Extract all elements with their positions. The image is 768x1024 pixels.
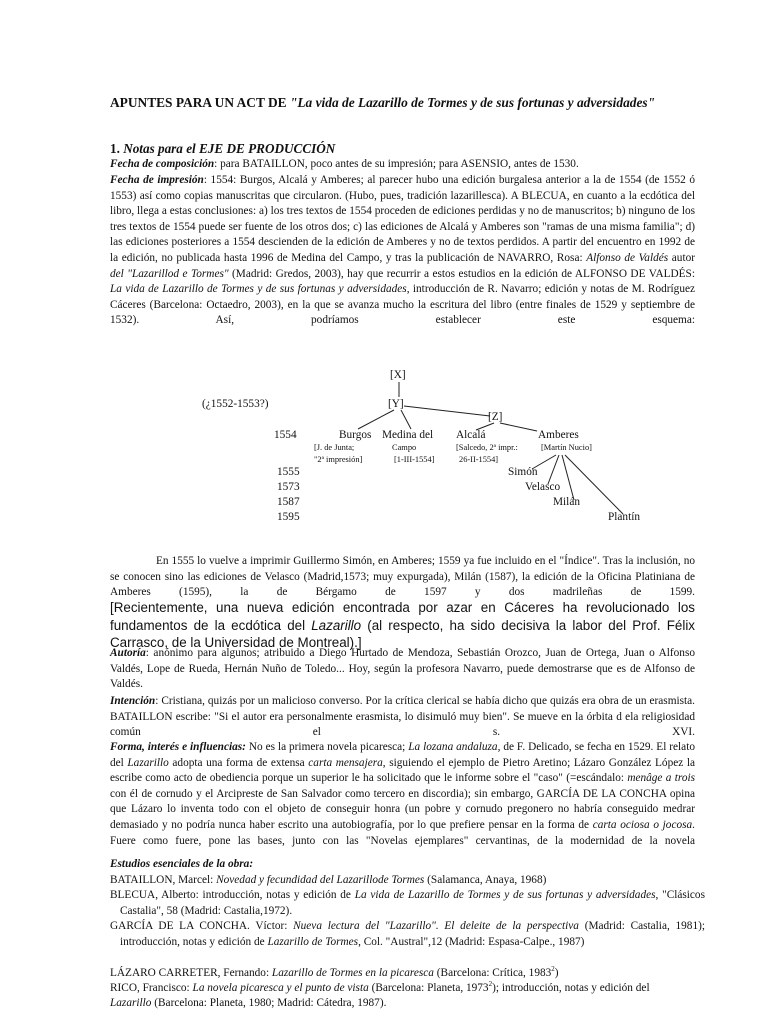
stemma-year-1587: 1587 bbox=[277, 496, 300, 508]
line-y-burgos bbox=[358, 410, 394, 429]
stemma-note-alcala-2: 26-II-1554] bbox=[459, 455, 499, 464]
section-heading: 1. Notas para el EJE DE PRODUCCIÓN bbox=[110, 141, 336, 156]
stemma-year-1555: 1555 bbox=[277, 466, 300, 478]
ref-lazaro-carreter: LÁZARO CARRETER, Fernando: Lazarillo de Tormes en la picaresca (Barcelona: Crítica, 1983$^2$) bbox=[110, 965, 559, 979]
stemma-note-amberes: [Martín Nucio] bbox=[541, 443, 592, 452]
intencion: Intención: Cristiana, quizás por un malicioso converso. Por la crítica clerical se había dicho que quizás era obra de un erasmista. BATAILLON escribe: "Si el autor era personalmente erasmista, lo disimuló muy bien". Se mueve en la órbita d ela religiosidad común el s. XVI. bbox=[110, 695, 695, 739]
stemma-year-1554: 1554 bbox=[274, 429, 297, 441]
stemma-milan: Milán bbox=[553, 496, 580, 508]
stemma-node-x: [X] bbox=[390, 369, 406, 381]
stemma-note-burgos-2: "2ª impresión] bbox=[314, 455, 363, 464]
stemma-burgos: Burgos bbox=[339, 429, 372, 441]
stemma-year-1573: 1573 bbox=[277, 481, 300, 493]
line-y-z bbox=[404, 406, 490, 416]
paragraph-caceres: [Recientemente, una nueva edición encontrada por azar en Cáceres ha revolucionado los fundamentos de la ecdótica del Lazarillo (al respecto, ha sido decisiva la labor del Prof. Félix Carrasco, de la Universidad de Montreal).] bbox=[110, 600, 695, 651]
ref-garcia-concha: GARCÍA DE LA CONCHA. Víctor: Nueva lectura del "Lazarillo". El deleite de la perspectiva (Madrid: Castalia, 1981); introducción, notas y edición de Lazarillo de Tormes, Col. "Austral",12 (Madrid: Espasa-Calpe., 1987) bbox=[110, 920, 705, 948]
page-title: APUNTES PARA UN ACT DE "La vida de Lazarillo de Tormes y de sus fortunas y adversidades" bbox=[110, 95, 656, 110]
stemma-note-medina-2: [1-III-1554] bbox=[394, 455, 435, 464]
fecha-composicion: Fecha de composición: para BATAILLON, poco antes de su impresión; para ASENSIO, antes de 1530. bbox=[110, 158, 579, 170]
estudios-heading: Estudios esenciales de la obra: bbox=[110, 858, 254, 870]
stemma-note-alcala-1: [Salcedo, 2ª impr.: bbox=[456, 443, 518, 452]
line-y-medina bbox=[401, 410, 411, 429]
stemma-medina-1: Medina del bbox=[382, 429, 434, 441]
fecha-impresion: Fecha de impresión: 1554: Burgos, Alcalá y Amberes; al parecer hubo una edición burgalesa anterior a la de 1554 (de 1552 ó 1553) así como copias manuscritas que circularon. (Hubo, pues, tradición lazarillesca). A BLECUA, en cuanto a la ecdótica del libro, llega a estas conclusiones: a) los tres textos de 1554 proceden de ediciones perdidas y no de manuscritos; b) ninguno de los tres textos de 1554 puede ser fuente de los otros dos; c) las ediciones de Alcalá y Amberes son "ramas de una misma familia"; d) las ediciones posteriores a 1554 descienden de la edición de Amberes y no de textos perdidos. A partir del encuentro en 1992 de la edición, no publicada hasta 1996 de Medina del Campo, y tras la publicación de NAVARRO, Rosa: Alfonso de Valdés autor del "Lazarillod e Tormes" (Madrid: Gredos, 2003), hay que recurrir a estos estudios en la edición de ALFONSO DE VALDÉS: La vida de Lazarillo de Tormes y de sus fortunas y adversidades, introducción de R. Navarro; edición y notas de M. Rodríguez Cáceres (Barcelona: Octaedro, 2003), en la que se avanza mucho la escritura del libro (entre finales de 1529 y septiembre de 1532). Así, podríamos establecer este esquema: bbox=[110, 174, 695, 327]
stemma-note-medina-1: Campo bbox=[392, 443, 417, 452]
forma-interes: Forma, interés e influencias: No es la primera novela picaresca; La lozana andaluza, de F. Delicado, se fecha en 1529. El relato del Lazarillo adopta una forma de extensa carta mensajera, siguiendo el ejemplo de Pietro Aretino; Lázaro González López la escribe como acto de obediencia porque un superior le ha solicitado que le informe sobre el "caso" (=escándalo: menâge a trois con él de cornudo y el Arcipreste de San Salvador como tercero en discordia); sin embargo, GARCÍA DE LA CONCHA opina que Lázaro lo inventa todo con el objeto de conseguir honra (un pobre y cornudo pregonero no habría conseguido medrar demasiado y no podría nunca haber escrito una autobiografía, por lo que prefiere pensar en la forma de carta ociosa o jocosa. Fuere como fuere, pone las bases, junto con las "Novelas ejemplares" cervantinas, de la modernidad de la novela bbox=[110, 741, 695, 847]
ref-bataillon: BATAILLON, Marcel: Novedad y fecundidad del Lazarillode Tormes (Salamanca, Anaya, 1968) bbox=[110, 874, 547, 886]
ref-blecua: BLECUA, Alberto: introducción, notas y edición de La vida de Lazarillo de Tormes y de sus fortunas y adversidades, "Clásicos Castalia", 58 (Madrid: Castalia,1972). bbox=[110, 889, 705, 917]
stemma-amberes: Amberes bbox=[538, 429, 579, 441]
stemma-date-range: (¿1552-1553?) bbox=[202, 398, 269, 410]
line-amberes-milan bbox=[562, 455, 574, 500]
stemma-simon: Simón bbox=[508, 466, 538, 478]
line-z-amberes bbox=[500, 423, 537, 431]
ref-rico: RICO, Francisco: La novela picaresca y el punto de vista (Barcelona: Planeta, 1973$^2$); introducción, notas y edición del Lazarillo (Barcelona: Planeta, 1980; Madrid: Cátedra, 1987). bbox=[110, 980, 650, 1010]
autoria: Autoría: anónimo para algunos; atribuido a Diego Hurtado de Mendoza, Sebastián Orozco, Juan de Ortega, Juan o Alfonso Valdés, Lope de Rueda, Hernán Nuño de Toledo... Hoy, según la profesora Navarro, puede demostrarse que es de Alfonso de Valdés. bbox=[110, 647, 695, 691]
stemma-note-burgos-1: [J. de Junta; bbox=[314, 443, 355, 452]
stemma-velasco: Velasco bbox=[525, 481, 561, 493]
stemma-node-z: [Z] bbox=[488, 411, 503, 423]
paragraph-1555: En 1555 lo vuelve a imprimir Guillermo Simón, en Amberes; 1559 ya fue incluido en el "Índice". Tras la inclusión, no se conocen sino las ediciones de Velasco (Madrid,1573; muy expurgada), Milán (1587), la edición de la Oficina Platiniana de Amberes (1595), la de Bérgamo de 1597 y dos madrileñas de 1599. bbox=[110, 555, 695, 599]
stemma-plantin: Plantín bbox=[608, 511, 641, 523]
stemma-year-1595: 1595 bbox=[277, 511, 300, 523]
line-amberes-velasco bbox=[548, 455, 559, 484]
stemma-alcala: Alcalá bbox=[456, 429, 486, 441]
stemma-node-y: [Y] bbox=[388, 398, 404, 410]
